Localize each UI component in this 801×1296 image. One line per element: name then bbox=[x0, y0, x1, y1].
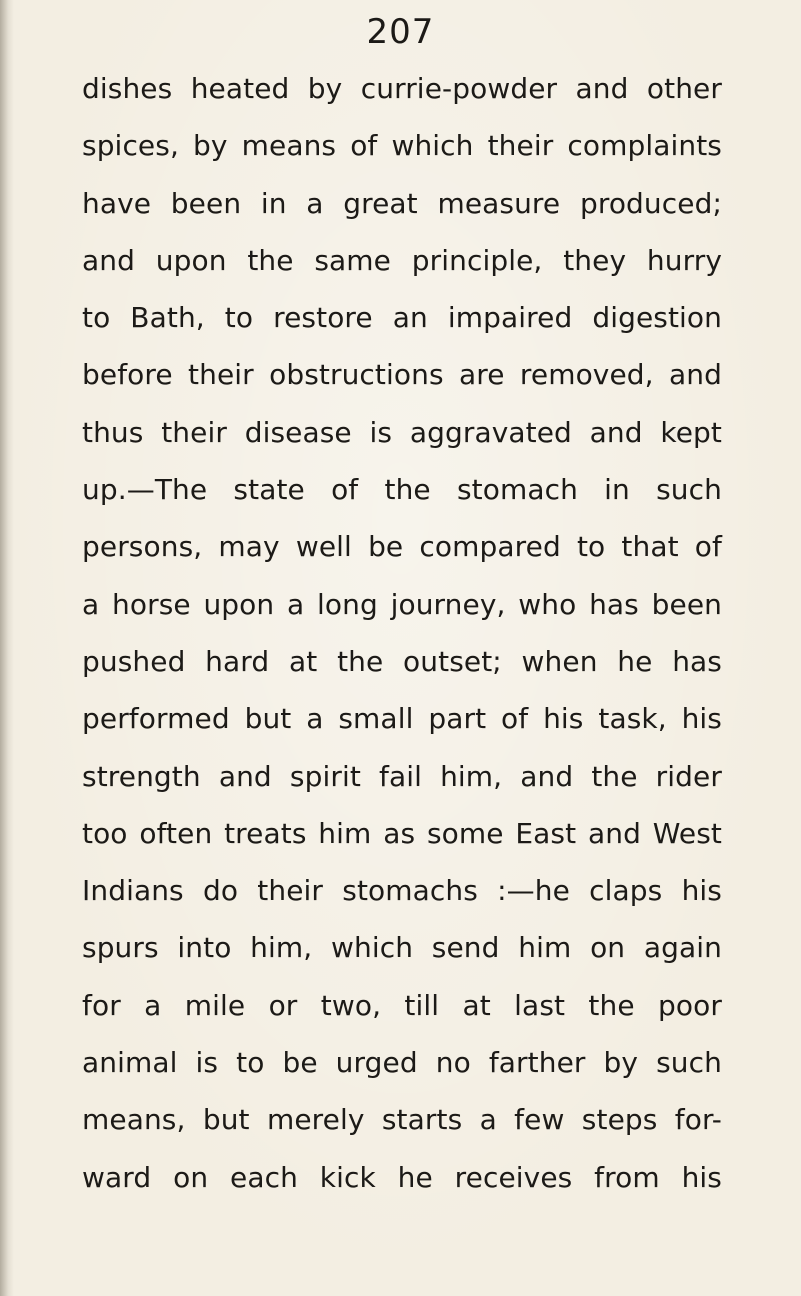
text-line: performed but a small part of his task, his bbox=[82, 702, 722, 736]
page-number: 207 bbox=[366, 12, 435, 52]
text-line: to Bath, to restore an impaired digestion bbox=[82, 301, 722, 335]
text-line: ward on each kick he receives from his bbox=[82, 1160, 722, 1194]
text-line: thus their disease is aggravated and kept bbox=[82, 415, 722, 449]
text-line: spices, by means of which their complaints bbox=[82, 129, 722, 163]
text-line: up.—The state of the stomach in such bbox=[82, 473, 722, 507]
text-line: pushed hard at the outset; when he has bbox=[82, 644, 722, 678]
text-line: Indians do their stomachs :—he claps his bbox=[82, 874, 722, 908]
text-line: before their obstructions are removed, and bbox=[82, 358, 722, 392]
text-line: and upon the same principle, they hurry bbox=[82, 243, 722, 277]
text-line: have been in a great measure produced; bbox=[82, 186, 722, 220]
text-line: means, but merely starts a few steps for- bbox=[82, 1103, 722, 1137]
text-line: too often treats him as some East and West bbox=[82, 816, 722, 850]
text-line: dishes heated by currie-powder and other bbox=[82, 72, 722, 105]
text-line: a horse upon a long journey, who has been bbox=[82, 587, 722, 621]
text-line: for a mile or two, till at last the poor bbox=[82, 988, 722, 1022]
text-line: spurs into him, which send him on again bbox=[82, 931, 722, 965]
text-line: persons, may well be compared to that of bbox=[82, 530, 722, 564]
body-text bbox=[82, 60, 722, 1206]
text-line: strength and spirit fail him, and the rider bbox=[82, 759, 722, 793]
binding-shadow bbox=[0, 0, 14, 1296]
text-line: animal is to be urged no farther by such bbox=[82, 1046, 722, 1080]
